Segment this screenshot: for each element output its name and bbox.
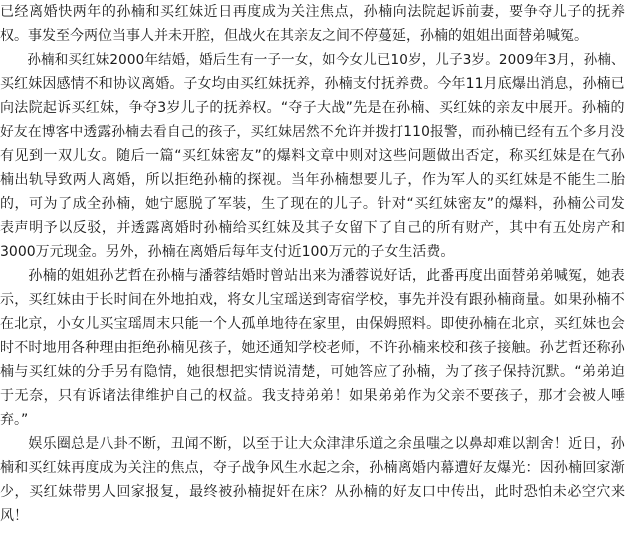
article-line [0, 24, 625, 48]
line-text: 3000万元现金。另外，孙楠在离婚后每年支付近100万元的子女生活费。 [0, 244, 455, 260]
article-line [0, 408, 625, 432]
article-line: 向 法 院 起 诉 买 红 妹 ， 争 夺 3 岁 儿 子 的 抚 养 权 。 “ 夺 子 大 战 ” 先 是 在 孙 楠 、 买 红 妹 的 亲 友 中 展 开 。 孙 楠 的 [0, 100, 625, 116]
article-line: 少 ， 买 红 妹 带 男 人 回 家 报 复 ， 最 终 被 孙 楠 捉 奸 在 床 ？ 从 孙 楠 的 好 友 口 中 传 出 ， 此 时 恐 怕 未 必 空 穴 来 [0, 484, 625, 500]
article-line: 楠 与 买 红 妹 的 分 手 另 有 隐 情 ， 她 很 想 把 实 情 说 清 楚 ， 可 她 答 应 了 孙 楠 ， 为 了 孩 子 保 持 沉 默 。 “ 弟 弟 迫 [0, 364, 625, 380]
article-line: 已 经 离 婚 快 两 年 的 孙 楠 和 买 红 妹 近 日 再 度 成 为 关 注 焦 点 ， 孙 楠 向 法 院 起 诉 前 妻 ， 要 争 夺 儿 子 的 抚 养 [0, 4, 625, 20]
article-line: 的 ， 可 为 了 成 全 孙 楠 ， 她 宁 愿 脱 了 军 装 ， 生 了 现 在 的 儿 子 。 针 对 “ 买 红 妹 密 友 ” 的 爆 料 ， 孙 楠 公 司 发 [0, 196, 625, 212]
article-line: 楠 出 轨 导 致 两 人 离 婚 ， 所 以 拒 绝 孙 楠 的 探 视 。 当 年 孙 楠 想 要 儿 子 ， 作 为 军 人 的 买 红 妹 是 不 能 生 二 胎 [0, 172, 625, 188]
article-line: 孙 楠 的 姐 姐 孙 艺 哲 在 孙 楠 与 潘 蓉 结 婚 时 曾 站 出 来 为 潘 蓉 说 好 话 ， 此 番 再 度 出 面 替 弟 弟 喊 冤 ， 她 表 [28, 268, 625, 284]
line-text: 风！ [0, 508, 28, 524]
article-line: 楠 和 买 红 妹 再 度 成 为 关 注 的 焦 点 ， 夺 子 战 争 风 生 水 起 之 余 ， 孙 楠 离 婚 内 幕 遭 好 友 爆 光 ： 因 孙 楠 回 家 渐 [0, 460, 625, 476]
article-line: 于 无 奈 ， 只 有 诉 诸 法 律 维 护 自 己 的 权 益 。 我 支 持 弟 弟 ！ 如 果 弟 弟 作 为 父 亲 不 要 孩 子 ， 那 才 会 被 人 唾 [0, 388, 625, 404]
article-line: 在 北 京 ， 小 女 儿 买 宝 瑶 周 末 只 能 一 个 人 孤 单 地 待 在 家 里 ， 由 保 姆 照 料 。 即 使 孙 楠 在 北 京 ， 买 红 妹 也 会 [0, 316, 625, 332]
article-line: 表 声 明 予 以 反 驳 ， 并 透 露 离 婚 时 孙 楠 给 买 红 妹 及 其 子 女 留 下 了 自 己 的 所 有 财 产 ， 其 中 有 五 处 房 产 和 [0, 220, 625, 236]
article-line: 娱 乐 圈 总 是 八 卦 不 断 ， 丑 闻 不 断 ， 以 至 于 让 大 众 津 津 乐 道 之 余 虽 嗤 之 以 鼻 却 难 以 割 舍 ！ 近 日 ， 孙 [28, 436, 625, 452]
article-line: 孙 楠 和 买 红 妹 2 0 0 0 年 结 婚 ， 婚 后 生 有 一 子 一 女 ， 如 今 女 儿 已 1 0 岁 ， 儿 子 3 岁 。 2 0 0 9 年 3 月 ， 孙 楠 、 [27, 52, 625, 68]
article-line: 有 见 到 一 双 儿 女 。 随 后 一 篇 “ 买 红 妹 密 友 ” 的 爆 料 文 章 中 则 对 这 些 问 题 做 出 否 定 ， 称 买 红 妹 是 在 气 孙 [0, 148, 625, 164]
article-line: 买 红 妹 因 感 情 不 和 协 议 离 婚 。 子 女 均 由 买 红 妹 抚 养 ， 孙 楠 支 付 抚 养 费 。 今 年 1 1 月 底 爆 出 消 息 ， 孙 楠 已 [0, 76, 625, 92]
article-line [0, 504, 625, 528]
article-line: 时 不 时 地 用 各 种 理 由 拒 绝 孙 楠 见 孩 子 ， 她 还 通 知 学 校 老 师 ， 不 许 孙 楠 来 校 和 孩 子 接 触 。 孙 艺 哲 还 称 孙 [0, 340, 625, 356]
line-text: 权。事发至今两位当事人并未开腔，但战火在其亲友之间不停蔓延，孙楠的姐姐出面替弟喊冤。 [0, 28, 588, 44]
line-text: 弃。” [0, 412, 29, 428]
article-line: 示 ， 买 红 妹 由 于 长 时 间 在 外 地 拍 戏 ， 将 女 儿 宝 瑶 送 到 寄 宿 学 校 ， 事 先 并 没 有 跟 孙 楠 商 量 。 如 果 孙 楠 不 [0, 292, 625, 308]
article-line: 好 友 在 博 客 中 透 露 孙 楠 去 看 自 己 的 孩 子 ， 买 红 妹 居 然 不 允 许 并 拨 打 1 1 0 报 警 ， 而 孙 楠 已 经 有 五 个 多 月 没 [0, 124, 625, 140]
article-line [0, 240, 625, 264]
